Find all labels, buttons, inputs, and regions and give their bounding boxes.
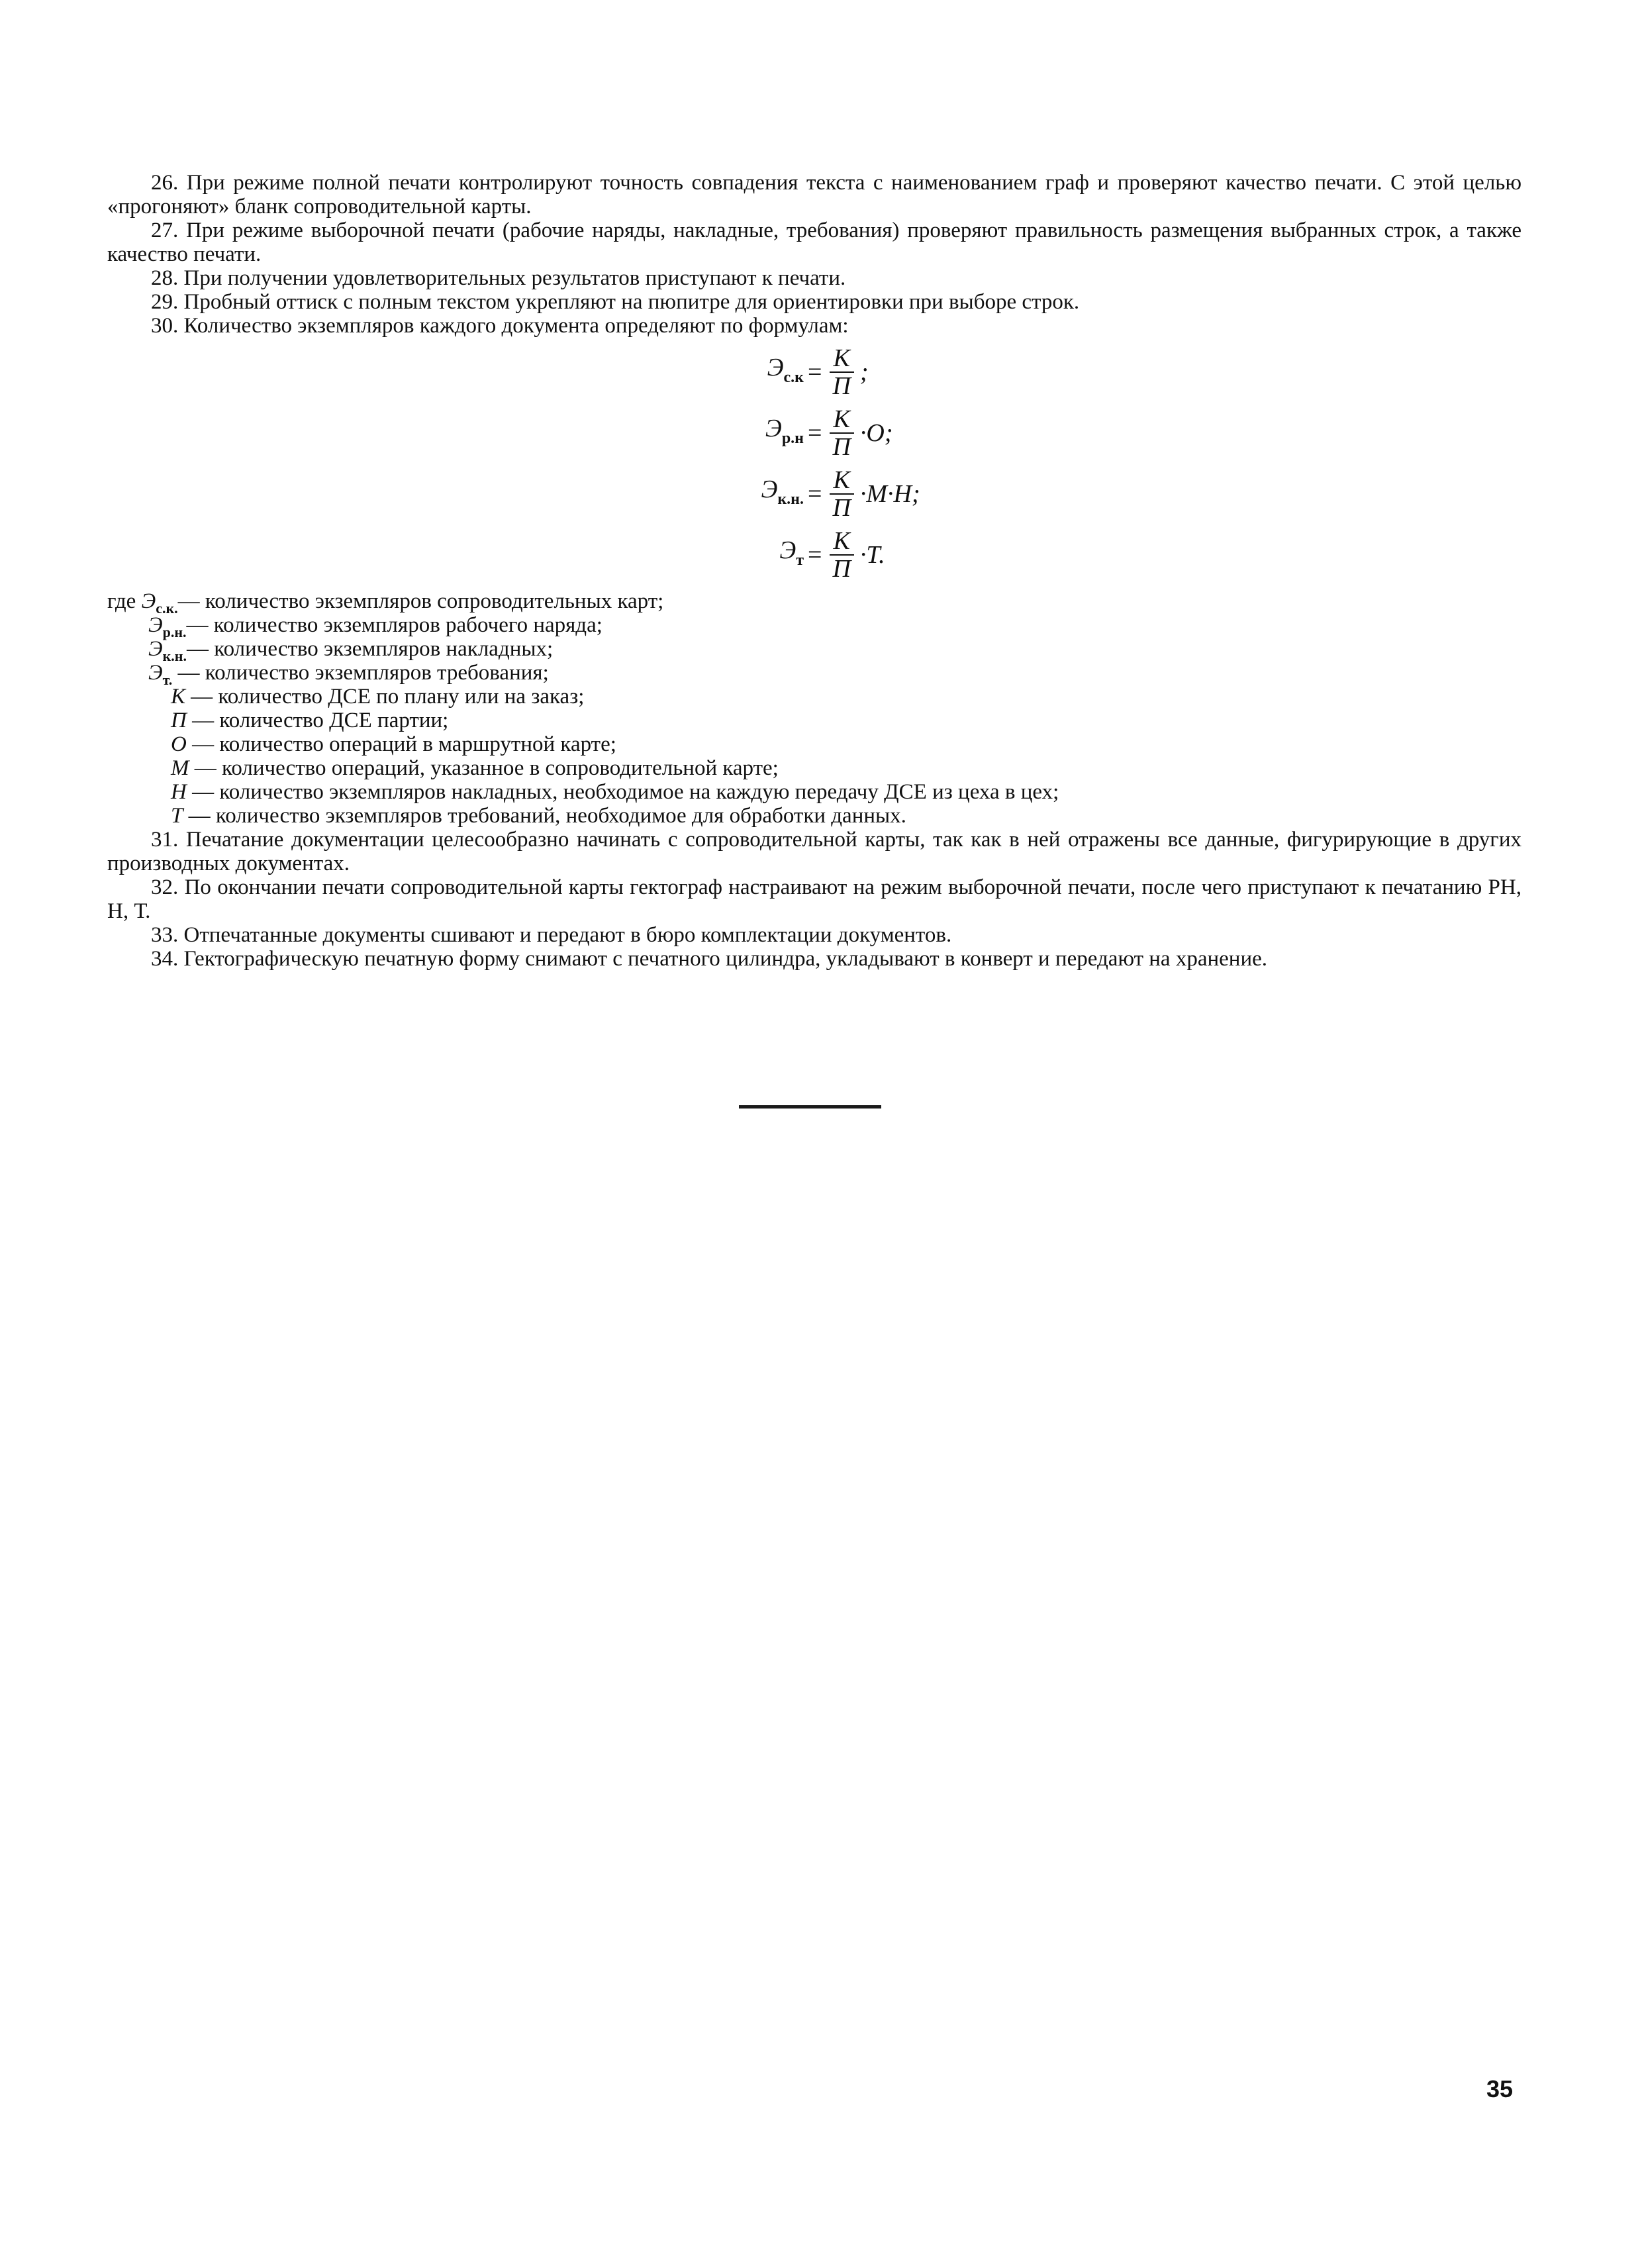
- definition-symbol: К: [171, 685, 185, 709]
- paragraph-33: 33. Отпечатанные документы сшивают и передают в бюро комплектации документов.: [151, 923, 952, 947]
- definition-text: — количество экземпляров сопроводительных карт;: [177, 589, 664, 613]
- formula-kn: [730, 464, 1521, 524]
- definition-symbol: М: [171, 756, 189, 780]
- section-end-rule: [739, 1105, 881, 1109]
- definition-item: [171, 685, 1521, 709]
- equals-sign: =: [808, 419, 822, 447]
- equals-sign: =: [808, 358, 822, 386]
- fraction: $\frac{К}{П}$: [828, 345, 854, 399]
- formula-tail: ·О;: [859, 419, 893, 447]
- definition-symbol: Т: [171, 804, 183, 828]
- formula-lhs: $Э_{с.к}$: [767, 353, 804, 386]
- definition-text: — количество экземпляров рабочего наряда;: [186, 613, 603, 637]
- definition-item: [171, 780, 1521, 804]
- definition-item: [171, 709, 1521, 732]
- equals-sign: =: [808, 541, 822, 569]
- definition-symbol: $Э_{т.}$: [148, 661, 173, 688]
- definition-text: — количество ДСЕ партии;: [186, 709, 449, 732]
- definition-text: — количество экземпляров требований, необходимое для обработки данных.: [183, 804, 906, 828]
- definition-symbol: $Э_{к.н.}$: [148, 637, 187, 664]
- page-number: 35: [1486, 2075, 1514, 2102]
- formula-tail: ;: [859, 358, 869, 386]
- definition-text: — количество экземпляров накладных, необходимое на каждую передачу ДСЕ из цеха в цех;: [186, 780, 1059, 804]
- paragraph-26: 26. При режиме полной печати контролируют точность совпадения текста с наименованием граф и проверяют качество печати. С этой целью «прогоняют» бланк сопроводительной карты.: [107, 171, 1521, 219]
- formula-lhs: $Э_т$: [779, 536, 804, 569]
- definition-item: [148, 613, 1521, 640]
- formula-tail: ·Т.: [859, 541, 885, 569]
- definition-symbol: $Э_{с.к.}$: [141, 589, 178, 616]
- definition-text: — количество экземпляров накладных;: [186, 637, 554, 661]
- formula-lhs: $Э_{р.н}$: [765, 414, 804, 447]
- definition-item: [107, 589, 1521, 616]
- definition-symbol: О: [171, 732, 187, 756]
- definition-text: — количество операций в маршрутной карте;: [186, 732, 616, 756]
- definitions-intro: где: [107, 589, 136, 613]
- definition-symbol: $Э_{р.н.}$: [148, 613, 187, 640]
- fraction: $\frac{К}{П}$: [828, 528, 854, 582]
- formula-block: [730, 342, 1521, 585]
- paragraph-32: 32. По окончании печати сопроводительной карты гектограф настраивают на режим выборочной печати, после чего приступают к печатанию РН, Н, Т.: [107, 875, 1521, 923]
- definition-symbol: Н: [171, 780, 187, 804]
- definition-item: [171, 804, 1521, 828]
- definition-item: [148, 637, 1521, 664]
- formula-tail: ·М·Н;: [859, 480, 920, 508]
- fraction: $\frac{К}{П}$: [828, 406, 854, 460]
- paragraph-27: 27. При режиме выборочной печати (рабочие наряды, накладные, требования) проверяют правильность размещения выбранных строк, а также качество печати.: [107, 219, 1521, 266]
- definition-item: [171, 756, 1521, 780]
- equals-sign: =: [808, 480, 822, 508]
- definition-text: — количество экземпляров требования;: [172, 661, 549, 685]
- definition-symbol: П: [171, 709, 187, 732]
- fraction: $\frac{К}{П}$: [828, 467, 854, 521]
- paragraph-28: 28. При получении удовлетворительных результатов приступают к печати.: [151, 266, 846, 290]
- formula-rn: [730, 403, 1521, 464]
- formula-t: [730, 524, 1521, 585]
- definition-item: [148, 661, 1521, 688]
- paragraph-34: 34. Гектографическую печатную форму снимают с печатного цилиндра, укладывают в конверт и передают на хранение.: [151, 947, 1267, 971]
- formula-lhs: $Э_{к.н.}$: [761, 475, 804, 508]
- paragraph-31: 31. Печатание документации целесообразно начинать с сопроводительной карты, так как в ней отражены все данные, фигурирующие в других производных документах.: [107, 828, 1521, 875]
- definitions-list: [107, 589, 1521, 828]
- paragraph-29: 29. Пробный оттиск с полным текстом укрепляют на пюпитре для ориентировки при выборе строк.: [151, 290, 1080, 314]
- paragraph-30: 30. Количество экземпляров каждого документа определяют по формулам:: [151, 314, 849, 338]
- formula-sk: [730, 342, 1521, 403]
- document-body: [107, 171, 1521, 971]
- definition-text: — количество операций, указанное в сопроводительной карте;: [189, 756, 779, 780]
- definition-text: — количество ДСЕ по плану или на заказ;: [185, 685, 585, 709]
- definition-item: [171, 732, 1521, 756]
